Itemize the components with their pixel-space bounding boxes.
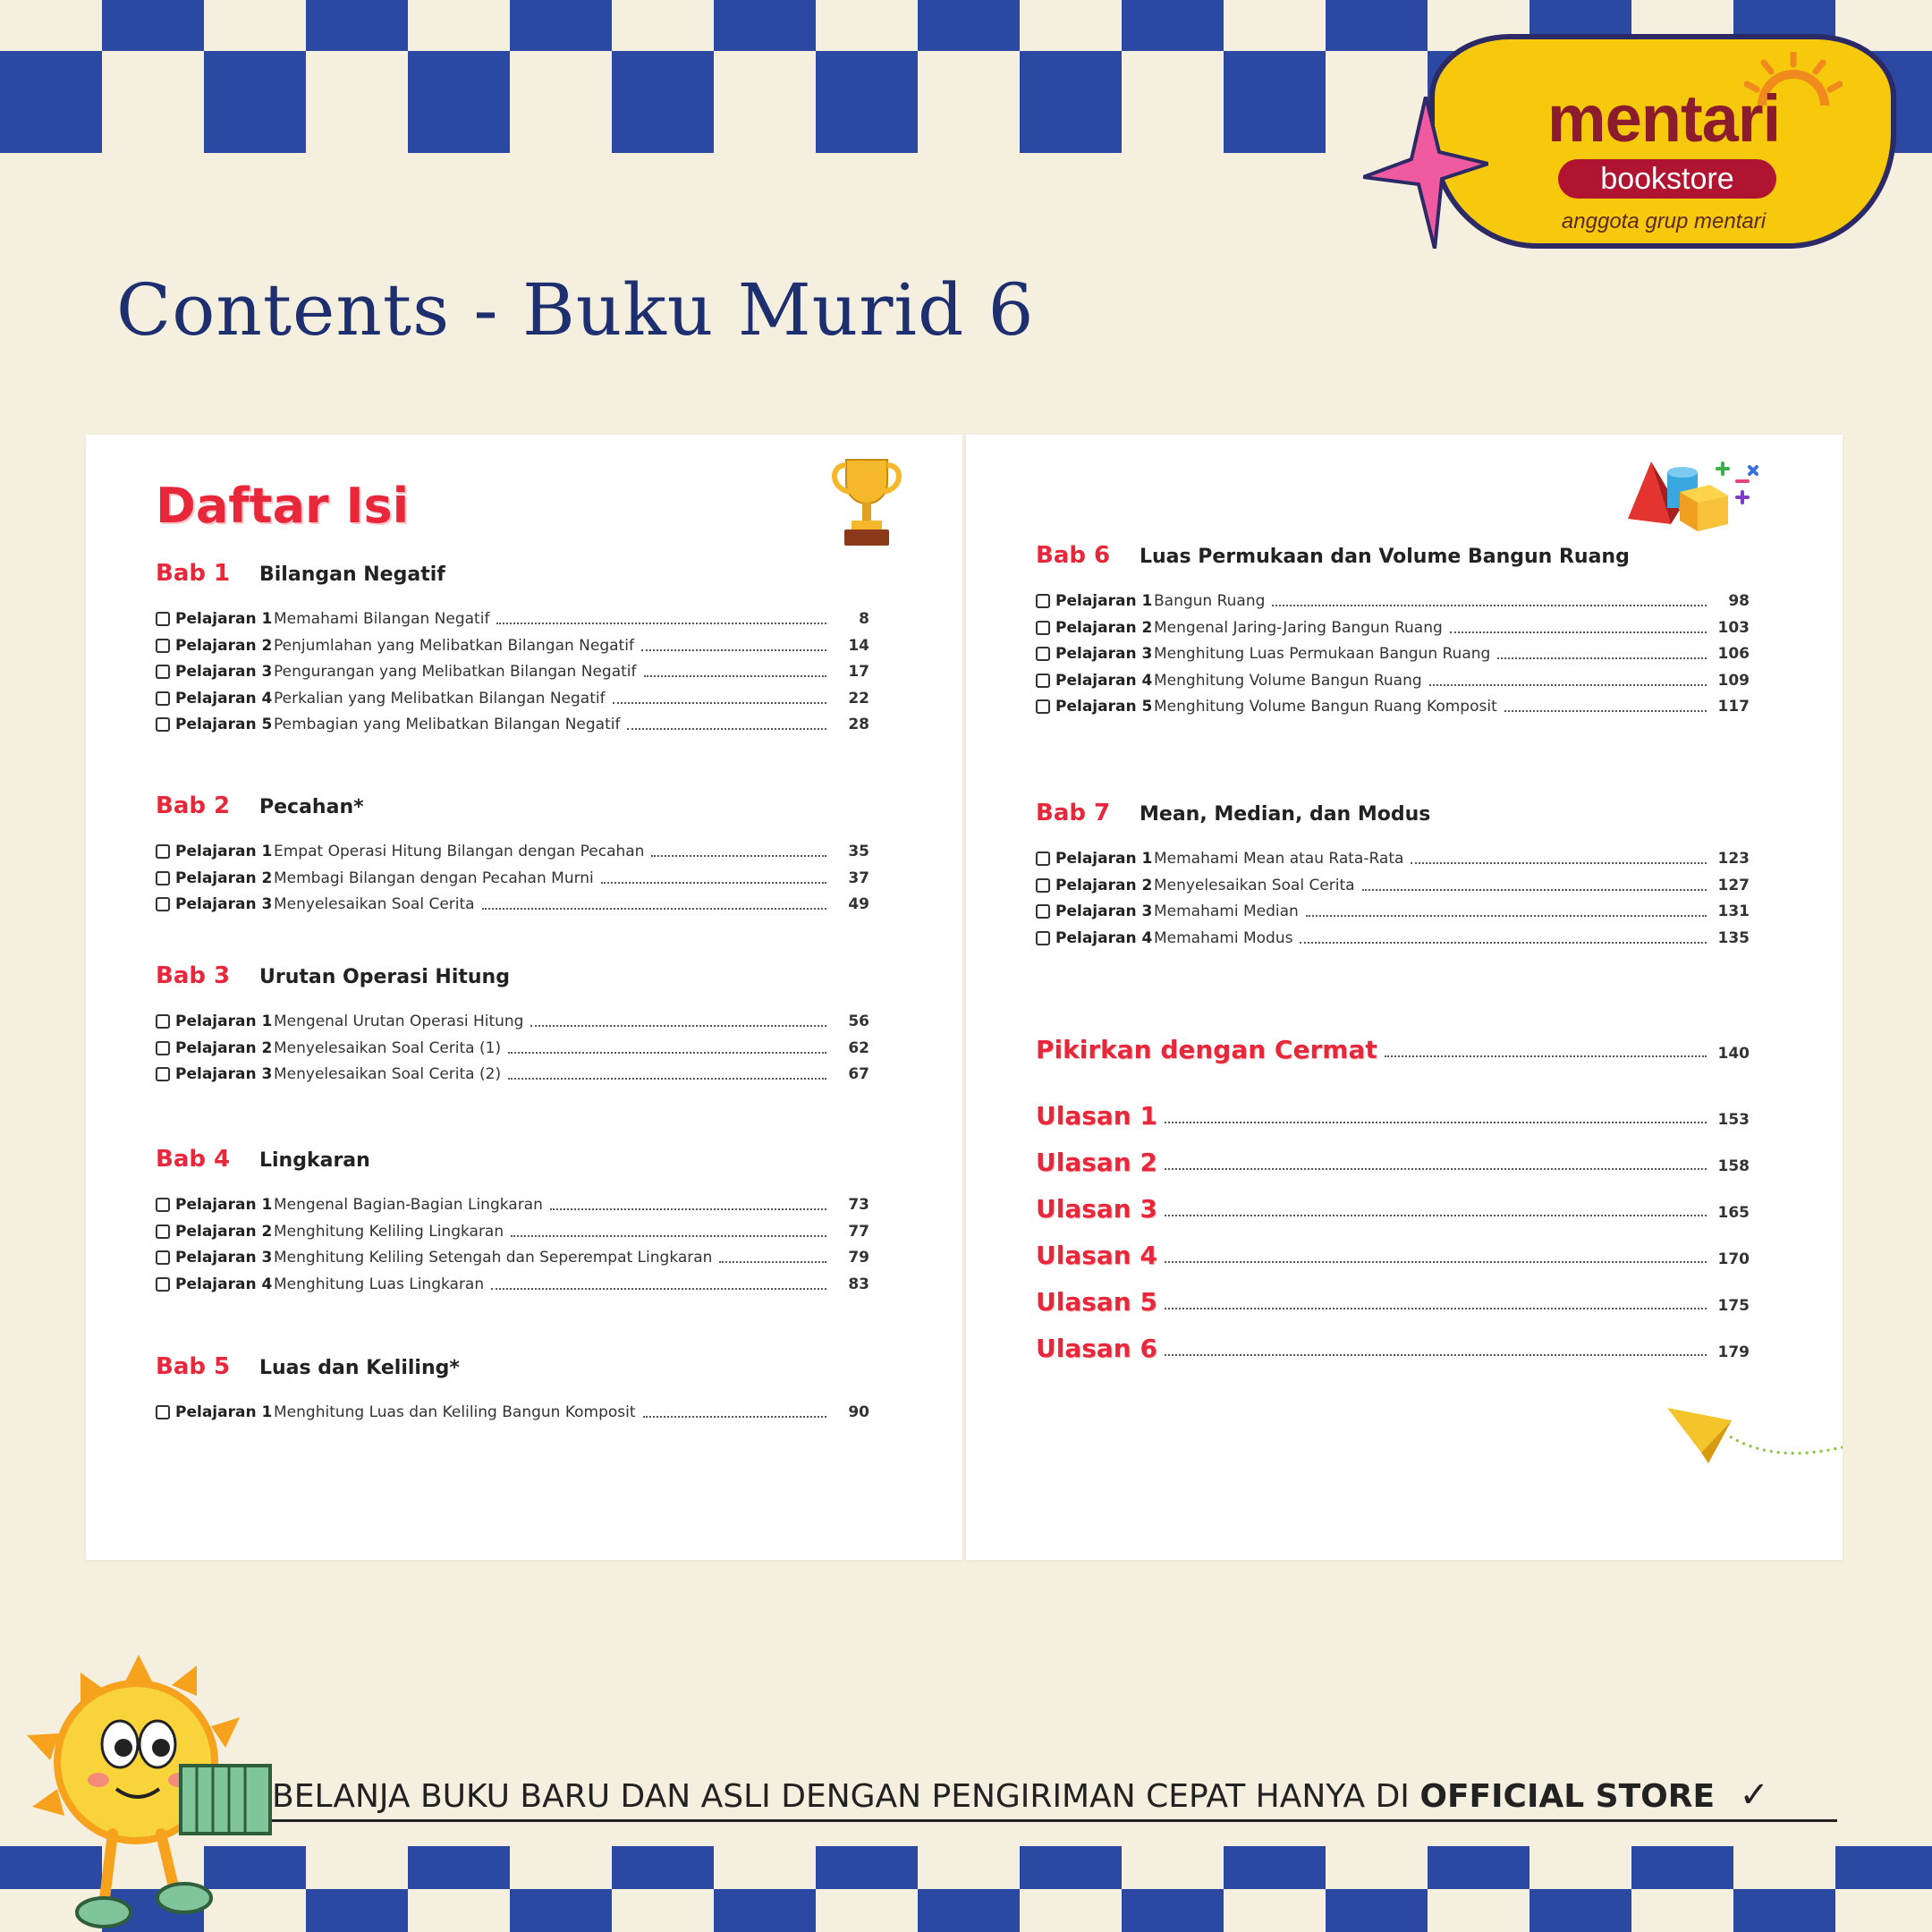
chapter-number: Bab 6: [1036, 542, 1111, 569]
lesson-row[interactable]: [1036, 846, 1750, 871]
lesson-title: Menyelesaikan Soal Cerita: [274, 895, 475, 914]
lesson-label: Pelajaran 1: [1055, 592, 1153, 610]
leader-dots: [550, 1199, 826, 1210]
lesson-row[interactable]: [1036, 694, 1750, 719]
chapter-heading: [156, 560, 445, 596]
checker-square: [204, 51, 306, 153]
lesson-checkbox[interactable]: [156, 1014, 170, 1029]
leader-dots: [651, 846, 826, 857]
lesson-page: 117: [1717, 698, 1750, 716]
leader-dots: [1306, 906, 1707, 917]
book-spread: [86, 435, 1843, 1560]
lesson-label: Pelajaran 3: [1055, 902, 1153, 921]
leader-dots: [1429, 675, 1707, 686]
lesson-row[interactable]: [156, 686, 869, 711]
left-page: [86, 435, 962, 1560]
lesson-row[interactable]: [156, 1272, 869, 1297]
checker-square: [612, 51, 714, 153]
lesson-checkbox[interactable]: [156, 612, 170, 626]
lesson-page: 49: [848, 895, 869, 914]
chapter-title: Urutan Operasi Hitung: [259, 966, 510, 988]
lesson-title: Menghitung Keliling Setengah dan Seperempat Lingkaran: [274, 1249, 713, 1267]
chapter-number: Bab 2: [156, 792, 231, 819]
lesson-label: Pelajaran 1: [175, 610, 273, 628]
lesson-title: Mengenal Jaring-Jaring Bangun Ruang: [1154, 618, 1443, 637]
lesson-page: 35: [848, 843, 869, 860]
trophy-icon: [826, 453, 907, 551]
checker-square: [1020, 51, 1122, 153]
lesson-title: Bangun Ruang: [1154, 592, 1266, 610]
lesson-page: 73: [848, 1196, 869, 1214]
section-title: Ulasan 5: [1036, 1287, 1157, 1317]
leader-dots: [482, 899, 826, 910]
lesson-label: Pelajaran 2: [175, 1222, 273, 1241]
leader-dots: [1165, 1122, 1707, 1123]
checker-square: [1428, 1846, 1530, 1889]
lesson-checkbox[interactable]: [156, 717, 170, 732]
logo-pill: bookstore: [1558, 159, 1776, 199]
lesson-row[interactable]: [1036, 668, 1750, 693]
lesson-row[interactable]: [156, 1192, 869, 1217]
leader-dots: [719, 1252, 826, 1263]
section-page: 170: [1717, 1250, 1750, 1268]
section-title: Ulasan 1: [1036, 1101, 1157, 1131]
star-sparkle-icon: [1363, 97, 1488, 249]
lesson-row[interactable]: [156, 866, 869, 891]
section-row-ulasan[interactable]: [1036, 1141, 1750, 1177]
leader-dots: [1385, 1055, 1707, 1057]
lesson-checkbox[interactable]: [156, 1250, 170, 1265]
section-row-ulasan[interactable]: [1036, 1188, 1750, 1224]
lesson-title: Membagi Bilangan dengan Pecahan Murni: [274, 869, 594, 887]
leader-dots: [644, 666, 827, 677]
lesson-title: Menghitung Volume Bangun Ruang Komposit: [1154, 698, 1497, 716]
lesson-checkbox[interactable]: [1036, 904, 1050, 919]
lesson-label: Pelajaran 1: [175, 843, 273, 860]
lesson-page: 14: [848, 636, 869, 655]
lesson-label: Pelajaran 2: [175, 869, 273, 887]
leader-dots: [1165, 1215, 1707, 1216]
checker-square: [1326, 0, 1428, 51]
leader-dots: [1165, 1261, 1707, 1263]
checker-square: [408, 51, 510, 153]
lesson-title: Perkalian yang Melibatkan Bilangan Negatif: [274, 689, 606, 708]
checker-square: [816, 1846, 918, 1889]
lesson-page: 127: [1717, 876, 1750, 894]
section-title: Pikirkan dengan Cermat: [1036, 1035, 1377, 1064]
lesson-title: Memahami Mean atau Rata-Rata: [1154, 850, 1404, 868]
lesson-title: Pengurangan yang Melibatkan Bilangan Negatif: [274, 663, 637, 682]
lesson-row[interactable]: [156, 1036, 869, 1061]
lesson-checkbox[interactable]: [156, 639, 170, 653]
toc-heading: Daftar Isi: [156, 478, 410, 534]
checker-square: [1020, 1846, 1122, 1889]
lesson-checkbox[interactable]: [156, 665, 170, 679]
leader-dots: [1504, 701, 1707, 712]
checker-square: [1224, 1846, 1326, 1889]
checker-square: [816, 51, 918, 153]
lesson-page: 103: [1717, 618, 1750, 637]
lesson-row[interactable]: [156, 839, 869, 864]
lesson-label: Pelajaran 4: [175, 689, 273, 708]
checker-square: [1733, 1889, 1835, 1932]
lesson-checkbox[interactable]: [156, 1198, 170, 1212]
lesson-label: Pelajaran 2: [175, 636, 273, 655]
leader-dots: [508, 1069, 826, 1080]
checker-square: [102, 0, 204, 51]
lesson-row[interactable]: [156, 606, 869, 631]
checker-square: [510, 0, 612, 51]
lesson-checkbox[interactable]: [1036, 594, 1050, 608]
lesson-label: Pelajaran 1: [175, 1196, 273, 1214]
footer-bold: OFFICIAL STORE: [1419, 1778, 1716, 1815]
lesson-checkbox[interactable]: [156, 897, 170, 911]
leader-dots: [1362, 880, 1707, 891]
mentari-logo[interactable]: [1413, 25, 1914, 258]
lesson-checkbox[interactable]: [1036, 878, 1050, 893]
logo-subtitle: anggota grup mentari: [1561, 209, 1767, 233]
chapter-title: Lingkaran: [259, 1149, 370, 1172]
lesson-row[interactable]: [1036, 589, 1750, 614]
chapter-title: Luas dan Keliling*: [259, 1357, 460, 1379]
section-page: 140: [1717, 1045, 1750, 1063]
leader-dots: [491, 1279, 826, 1290]
page-title: Contents - Buku Murid 6: [116, 268, 1035, 352]
lesson-page: 22: [848, 689, 869, 708]
checker-square: [306, 0, 408, 51]
lesson-label: Pelajaran 2: [175, 1038, 273, 1057]
lesson-title: Menghitung Luas Lingkaran: [274, 1275, 485, 1293]
lesson-page: 135: [1717, 928, 1750, 947]
checker-square: [1122, 0, 1224, 51]
lesson-row[interactable]: [1036, 873, 1750, 898]
checker-square: [714, 1889, 816, 1932]
paper-plane-icon: [1667, 1401, 1843, 1481]
leader-dots: [641, 640, 826, 651]
leader-dots: [530, 1016, 826, 1027]
lesson-checkbox[interactable]: [156, 1277, 170, 1292]
lesson-page: 98: [1728, 592, 1750, 610]
checker-square: [0, 51, 102, 153]
leader-dots: [511, 1226, 826, 1237]
right-page: [966, 435, 1843, 1560]
logo-brand: mentari: [1546, 81, 1781, 156]
lesson-label: Pelajaran 4: [175, 1275, 273, 1293]
checker-square: [714, 0, 816, 51]
checker-square: [918, 0, 1020, 51]
section-page: 165: [1717, 1204, 1750, 1222]
lesson-label: Pelajaran 5: [1055, 698, 1153, 716]
chapter-title: Luas Permukaan dan Volume Bangun Ruang: [1140, 546, 1630, 568]
section-title: Ulasan 2: [1036, 1148, 1157, 1177]
lesson-checkbox[interactable]: [156, 1224, 170, 1239]
chapter-title: Bilangan Negatif: [259, 564, 445, 586]
lesson-row[interactable]: [1036, 615, 1750, 640]
chapter-title: Pecahan*: [259, 796, 364, 818]
leader-dots: [627, 719, 826, 730]
lesson-page: 77: [848, 1222, 869, 1241]
section-page: 158: [1717, 1157, 1750, 1175]
lesson-label: Pelajaran 3: [175, 1249, 273, 1267]
checker-square: [1122, 1889, 1224, 1932]
chapter-heading: [156, 1146, 370, 1182]
lesson-label: Pelajaran 5: [175, 716, 273, 734]
lesson-label: Pelajaran 1: [1055, 850, 1153, 868]
lesson-label: Pelajaran 3: [175, 895, 273, 914]
lesson-checkbox[interactable]: [156, 871, 170, 886]
checker-square: [510, 1889, 612, 1932]
section-page: 175: [1717, 1297, 1750, 1315]
lesson-page: 56: [848, 1013, 869, 1030]
checkmark-icon: ✓: [1739, 1775, 1770, 1816]
chapter-number: Bab 3: [156, 962, 231, 989]
lesson-title: Menyelesaikan Soal Cerita (2): [274, 1065, 502, 1084]
leader-dots: [643, 1407, 826, 1418]
section-title: Ulasan 6: [1036, 1334, 1157, 1363]
lesson-title: Penjumlahan yang Melibatkan Bilangan Negatif: [274, 636, 634, 655]
footer-text: BELANJA BUKU BARU DAN ASLI DENGAN PENGIRIMAN CEPAT HANYA DI: [272, 1778, 1420, 1815]
section-row-ulasan[interactable]: [1036, 1327, 1750, 1363]
leader-dots: [1497, 648, 1707, 659]
lesson-page: 109: [1717, 671, 1750, 690]
lesson-row[interactable]: [156, 1245, 869, 1270]
lesson-title: Menghitung Keliling Lingkaran: [274, 1222, 504, 1241]
chapter-heading: [156, 792, 364, 828]
lesson-checkbox[interactable]: [1036, 621, 1050, 635]
chapter-title: Mean, Median, dan Modus: [1140, 803, 1431, 826]
leader-dots: [496, 614, 826, 624]
checker-band-bottom: [0, 1846, 1932, 1932]
lesson-title: Mengenal Bagian-Bagian Lingkaran: [274, 1196, 543, 1214]
lesson-title: Menghitung Luas dan Keliling Bangun Komposit: [274, 1403, 636, 1421]
lesson-page: 131: [1717, 902, 1750, 921]
lesson-page: 67: [848, 1065, 869, 1084]
lesson-row[interactable]: [156, 712, 869, 737]
lesson-label: Pelajaran 4: [1055, 671, 1153, 690]
leader-dots: [1450, 623, 1707, 633]
section-row-ulasan[interactable]: [1036, 1281, 1750, 1317]
lesson-row[interactable]: [156, 633, 869, 658]
checker-square: [1326, 1889, 1428, 1932]
leader-dots: [1411, 853, 1707, 864]
section-row-pikirkan[interactable]: [1036, 1029, 1750, 1064]
lesson-checkbox[interactable]: [156, 844, 170, 859]
lesson-page: 106: [1717, 645, 1750, 664]
checker-square: [1224, 51, 1326, 153]
lesson-page: 83: [848, 1275, 869, 1293]
lesson-label: Pelajaran 3: [175, 663, 273, 682]
chapter-number: Bab 1: [156, 560, 231, 587]
checker-square: [408, 1846, 510, 1889]
section-title: Ulasan 3: [1036, 1194, 1157, 1224]
lesson-label: Pelajaran 3: [175, 1065, 273, 1084]
section-page: 179: [1717, 1343, 1750, 1361]
lesson-checkbox[interactable]: [1036, 852, 1050, 866]
chapter-heading: [156, 962, 510, 998]
geometric-shapes-icon: [1624, 456, 1767, 537]
lesson-title: Mengenal Urutan Operasi Hitung: [274, 1013, 524, 1030]
chapter-heading: [1036, 542, 1630, 578]
lesson-page: 90: [848, 1403, 869, 1421]
lesson-page: 37: [848, 869, 869, 887]
lesson-row[interactable]: [1036, 899, 1750, 924]
leader-dots: [613, 693, 826, 704]
lesson-row[interactable]: [156, 892, 869, 917]
lesson-checkbox[interactable]: [1036, 674, 1050, 688]
lesson-row[interactable]: [156, 1009, 869, 1034]
lesson-checkbox[interactable]: [156, 1067, 170, 1081]
lesson-row[interactable]: [156, 1400, 869, 1425]
footer-banner: [272, 1775, 1837, 1822]
section-row-ulasan[interactable]: [1036, 1234, 1750, 1270]
leader-dots: [1165, 1308, 1707, 1309]
checker-square: [918, 1889, 1020, 1932]
lesson-label: Pelajaran 1: [175, 1013, 273, 1030]
lesson-label: Pelajaran 1: [175, 1403, 273, 1421]
chapter-number: Bab 5: [156, 1353, 231, 1380]
lesson-label: Pelajaran 2: [1055, 876, 1153, 894]
lesson-label: Pelajaran 2: [1055, 618, 1153, 637]
leader-dots: [601, 873, 826, 884]
chapter-heading: [156, 1353, 460, 1389]
lesson-checkbox[interactable]: [1036, 647, 1050, 661]
lesson-page: 28: [848, 716, 869, 734]
lesson-page: 123: [1717, 850, 1750, 868]
checker-square: [306, 1889, 408, 1932]
checker-square: [1530, 1889, 1631, 1932]
lesson-row[interactable]: [156, 1219, 869, 1244]
checker-square: [612, 1846, 714, 1889]
lesson-checkbox[interactable]: [156, 1405, 170, 1419]
chapter-number: Bab 4: [156, 1146, 231, 1173]
lesson-title: Menghitung Luas Permukaan Bangun Ruang: [1154, 645, 1491, 664]
chapter-number: Bab 7: [1036, 800, 1111, 826]
lesson-title: Pembagian yang Melibatkan Bilangan Negatif: [274, 716, 621, 734]
lesson-row[interactable]: [1036, 926, 1750, 951]
leader-dots: [1165, 1168, 1707, 1170]
lesson-page: 62: [848, 1038, 869, 1057]
leader-dots: [1272, 596, 1707, 606]
lesson-title: Menyelesaikan Soal Cerita: [1154, 876, 1355, 894]
leader-dots: [1165, 1354, 1707, 1356]
lesson-page: 8: [859, 610, 869, 628]
lesson-checkbox[interactable]: [1036, 931, 1050, 945]
section-title: Ulasan 4: [1036, 1241, 1157, 1270]
lesson-label: Pelajaran 3: [1055, 645, 1153, 664]
leader-dots: [1300, 933, 1707, 944]
leader-dots: [508, 1043, 826, 1054]
lesson-title: Memahami Bilangan Negatif: [274, 610, 490, 628]
chapter-heading: [1036, 800, 1430, 835]
lesson-row[interactable]: [156, 659, 869, 684]
lesson-title: Memahami Modus: [1154, 928, 1293, 947]
lesson-checkbox[interactable]: [156, 1041, 170, 1055]
checker-square: [1631, 1846, 1733, 1889]
lesson-title: Menghitung Volume Bangun Ruang: [1154, 671, 1422, 690]
lesson-page: 17: [848, 663, 869, 682]
lesson-checkbox[interactable]: [1036, 699, 1050, 714]
lesson-title: Empat Operasi Hitung Bilangan dengan Pecahan: [274, 843, 645, 860]
lesson-checkbox[interactable]: [156, 691, 170, 706]
lesson-title: Menyelesaikan Soal Cerita (1): [274, 1038, 502, 1057]
checker-square: [1835, 1846, 1932, 1889]
section-page: 153: [1717, 1111, 1750, 1129]
section-row-ulasan[interactable]: [1036, 1095, 1750, 1131]
lesson-label: Pelajaran 4: [1055, 928, 1153, 947]
lesson-title: Memahami Median: [1154, 902, 1299, 921]
lesson-page: 79: [848, 1249, 869, 1267]
lesson-row[interactable]: [156, 1062, 869, 1087]
lesson-row[interactable]: [1036, 641, 1750, 666]
sun-mascot-icon: [27, 1655, 286, 1932]
